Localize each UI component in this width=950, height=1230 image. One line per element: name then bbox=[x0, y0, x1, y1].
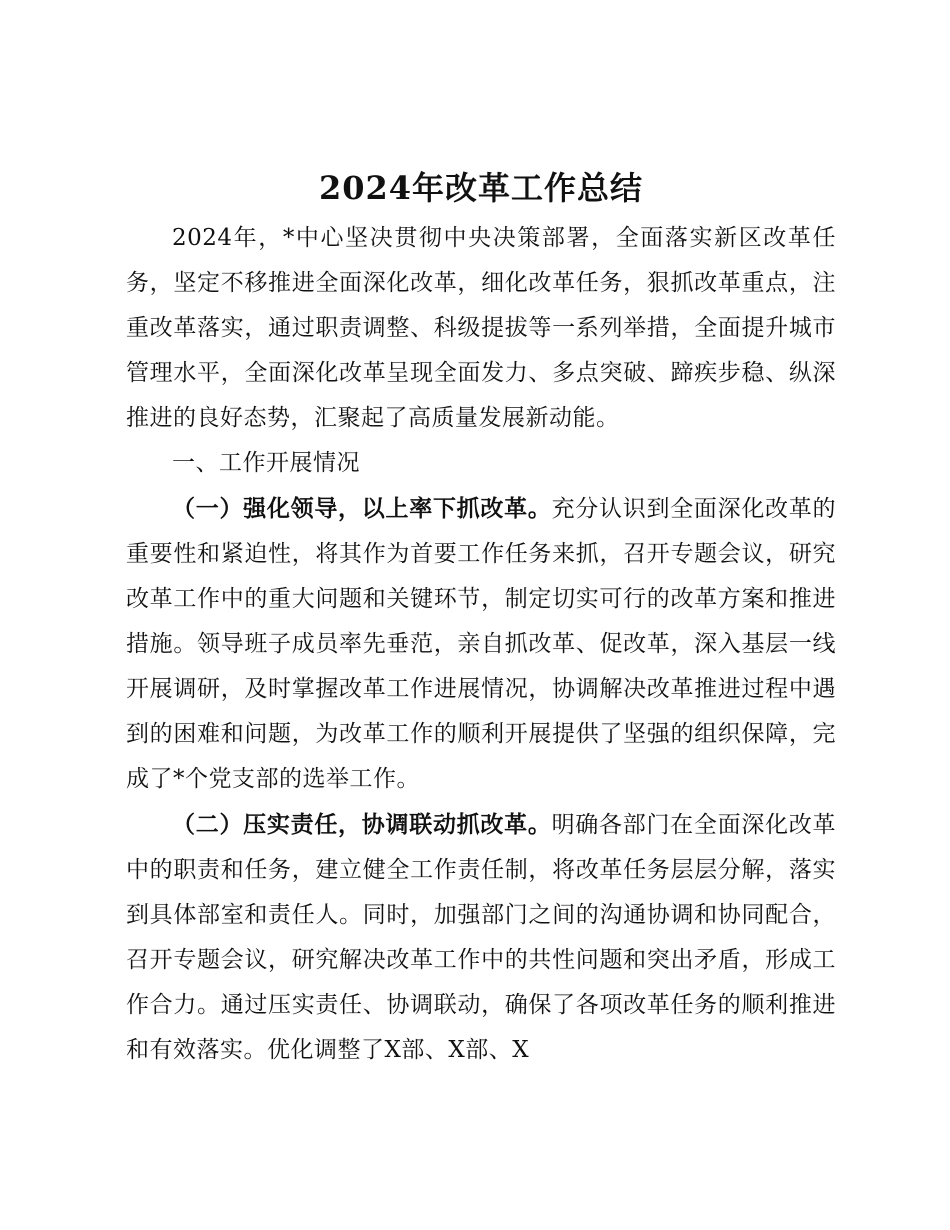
item-2-lead: （二）压实责任，协调联动抓改革。 bbox=[172, 811, 552, 838]
intro-paragraph: 2024年，*中心坚决贯彻中央决策部署，全面落实新区改革任务，坚定不移推进全面深化改革，细化改革任务，狠抓改革重点，注重改革落实，通过职责调整、科级提拔等一系列举措，全面提升城市管理水平，全面深化改革呈现全面发力、多点突破、蹄疾步稳、纵深推进的良好态势，汇聚起了高质量发展新动能。 bbox=[126, 225, 836, 431]
document-body bbox=[126, 160, 836, 1073]
item-1-paragraph bbox=[126, 486, 836, 802]
item-2-body: 明确各部门在全面深化改革中的职责和任务，建立健全工作责任制，将改革任务层层分解，落实到具体部室和责任人。同时，加强部门之间的沟通协调和协同配合，召开专题会议，研究解决改革工作中的共性问题和突出矛盾，形成工作合力。通过压实责任、协调联动，确保了各项改革任务的顺利推进和有效落实。优化调整了X部、X部、X bbox=[126, 812, 837, 1063]
document-title: 2024年改革工作总结 bbox=[318, 169, 644, 207]
item-1-body: 充分认识到全面深化改革的重要性和紧迫性，将其作为首要工作任务来抓，召开专题会议，研究改革工作中的重大问题和关键环节，制定切实可行的改革方案和推进措施。领导班子成员率先垂范，亲自抓改革、促改革，深入基层一线开展调研，及时掌握改革工作进展情况，协调解决改革推进过程中遇到的困难和问题，为改革工作的顺利开展提供了坚强的组织保障，完成了*个党支部的选举工作。 bbox=[126, 496, 837, 792]
section-heading: 一、工作开展情况 bbox=[172, 450, 360, 476]
item-1-lead: （一）强化领导，以上率下抓改革。 bbox=[172, 495, 552, 522]
item-2-paragraph bbox=[126, 802, 836, 1073]
